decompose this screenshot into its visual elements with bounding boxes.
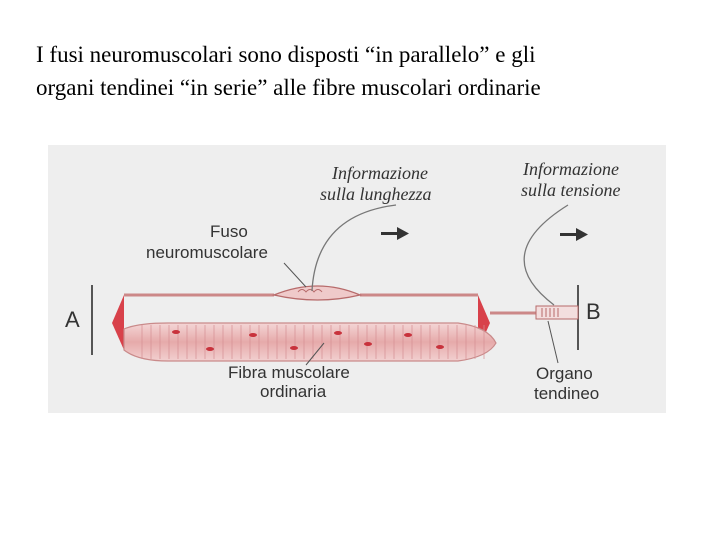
tendon-end-left bbox=[112, 295, 124, 350]
point-a-label: A bbox=[65, 307, 80, 332]
info-length-label-2: sulla lunghezza bbox=[320, 184, 432, 204]
info-length-label-1: Informazione bbox=[332, 163, 428, 183]
tendon-nerve-fiber bbox=[524, 205, 568, 305]
fiber-striations bbox=[140, 325, 488, 359]
muscle-diagram-svg bbox=[48, 145, 666, 413]
arrow-right-icon bbox=[381, 227, 409, 240]
tendon-organ-leader-line bbox=[548, 321, 558, 363]
tendon-organ-label-1: Organo bbox=[536, 364, 593, 383]
arrow-right-icon bbox=[560, 228, 588, 241]
slide-title-line-1: I fusi neuromuscolari sono disposti “in parallelo” e gli bbox=[36, 42, 536, 67]
info-tension-label-2: sulla tensione bbox=[521, 180, 621, 200]
slide-title-line-2: organi tendinei “in serie” alle fibre muscolari ordinarie bbox=[36, 75, 541, 100]
spindle-label-2: neuromuscolare bbox=[146, 243, 268, 262]
fiber-label-1: Fibra muscolare bbox=[228, 363, 350, 382]
point-b-label: B bbox=[586, 299, 601, 324]
spindle-label-1: Fuso bbox=[210, 222, 248, 241]
spindle-leader-line bbox=[284, 263, 306, 287]
neuromuscular-spindle bbox=[274, 286, 360, 300]
muscle-diagram bbox=[48, 145, 666, 413]
tendon-organ-label-2: tendineo bbox=[534, 384, 600, 403]
slide-title bbox=[36, 38, 696, 104]
fiber-label-2: ordinaria bbox=[260, 382, 327, 401]
info-tension-label-1: Informazione bbox=[523, 159, 619, 179]
spindle-nerve-fiber bbox=[312, 205, 396, 291]
